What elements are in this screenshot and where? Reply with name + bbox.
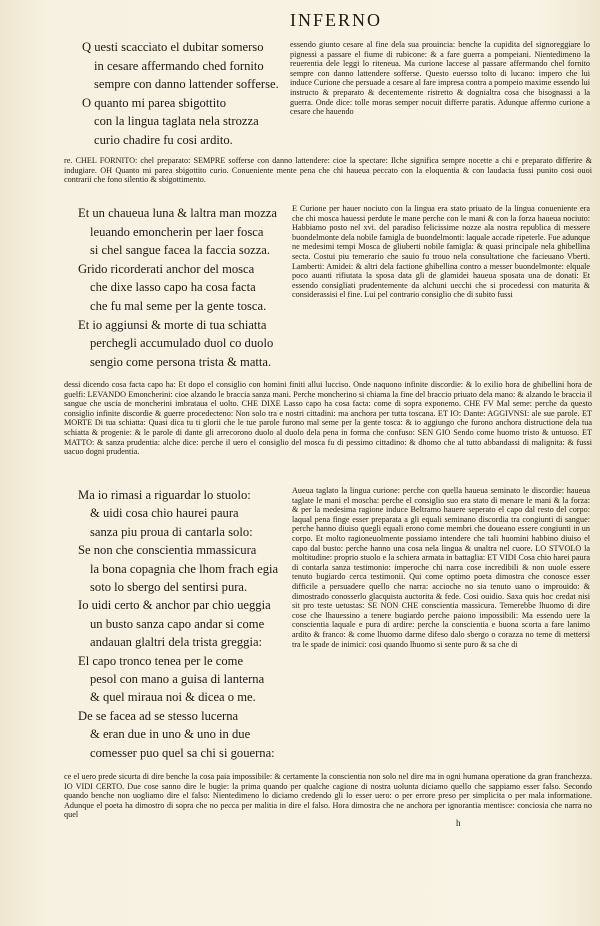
verse-line: sengio come persona trista & matta. — [90, 354, 272, 369]
verse-line: che dixe lasso capo ha cosa facta — [90, 280, 256, 295]
verse-line: un busto sanza capo andar si come — [90, 616, 265, 631]
verse-block-1 — [82, 38, 282, 150]
verse-line: che fu mal seme per la gente tosca. — [90, 298, 267, 313]
verse-line: con la lingua taglata nela strozza — [94, 114, 259, 129]
running-head: INFERNO — [290, 10, 383, 30]
signature-mark: h — [456, 818, 462, 828]
commentary-full-3: ce el uero prede sicurta di dire benche la cosa paia impossibile: & certamente la conscientia non solo nel dire ma in ogni humana operatione da gran franchezza. IO VIDI CERTO. Due cose sanno dire le bugie: la prima quando per qualche cagione di nostra uolunta diciamo quello che sappiamo esser falso. Secondo quando benche non uogliamo dire el falso: Nientedimeno lo diciamo credendo gli lo esser uero: o per errore preso per simplicita o per mala informatione. Adunque el poeta ha dimostro di sopra che no pecca per malitia in dire el falso. Hora dimostra che ne anchora per ignorantia mentisce: conciosia che narra no quel — [64, 772, 592, 820]
verse-line: leuando emoncherin per laer fosca — [90, 224, 264, 239]
verse-line: andauan glaltri dela trista greggia: — [90, 635, 263, 650]
verse-line: in cesare affermando ched fornito — [94, 58, 264, 73]
commentary-full-1: re. CHEL FORNITO: chel preparato: SEMPRE sofferse con danno lattendere: cioe la spectare: Ilche significa sempre nocette a chi e preparato differire & indugiare. OH Quanto mi parea sbigottito curio. Conueniente mente pena che chi haueua peccato con la eloquentia & con laudacia fussi punito cosi ouoi contrarii che fono silentio & sbigottimento. — [64, 156, 592, 185]
verse-line: Grido ricorderati anchor del mosca — [78, 261, 255, 276]
commentary-bottom-right: Aueua taglato la lingua curione: perche con quella haueua seminato le discordie: haueua taglate le mani el moscha: perche el consiglio suo era stato di menare le mani & la forza: & per la medesima ragione induce Beltramo hauere seperato el capo dal resto del corpo: laqual pena finge esser preparata a gli equali seminano discordia tra congiunti di sangue: perche hanno diuiso quegli equali erono come membri che doueano essere congiunti in un corpo. Et molto ragioneuolmente possiamo intendere che tali huomini habbino diuiso el capo dal busto: perche hanno una cosa nela lingua & unaltra nel cuore. LO STVOLO la moltitudine: proprio stuolo e la schiera armata in battaglia: ET VIDI Cosa chio harei paura di contarla sanza testimonio: imperoche chi narra cose incredibili & non uuole essere tenuto bugiardo cerca testimonii. Qui come optimo poeta dimostra che conosce esser difficile a persuadere quello che narra: accioche no sia tenuto uano o improuido: & dimostrado conosserlo glacquista auctorita & fede. Cosi ouidio. Saxa quis hoc credat nisi sit pro teste uetustas: SE NON CHE conscientia massicura. Temerebbe lhuomo di dire cose che lhauessino a tenere bugiardo perche paiono impossibili: Ma essendo uere la conscientia laquale e pura di ardire: perche la conscientia e buona scorta a fare lanimo ardito & franco: & come lhuomo darme difeso dalo sbergo o corazza no teme di mettersi tra le spade de inimici: cosi quando lhuomo si sente puro & sa che di — [292, 486, 590, 649]
verse-line: Q uesti scacciato el dubitar somerso — [82, 40, 264, 54]
verse-line: & uidi cosa chio haurei paura — [90, 506, 239, 521]
commentary-top-right: essendo giunto cesare al fine dela sua prouincia: benche la cupidita del signoreggiare lo pignessi a passare el fiume di rubicone: & a fare guerra a pompeiani. Nientedimeno la reuerentia dele leggi lo riteneua. Ma curione laccese al passare affermando chel fornito sempre con danno lattendere sofferse. Questo euersso tolto di lucano: impero che lui induce Curione che persuade a cesare al fare impresa contra a pompeio maxime essendo lui instructo & preparato & decentemente ristretto & dognialtra cosa che bisognassi a la guerra. Onde dice: tolle moras semper nocuit differre paratis. Adunque affermo curione a cesare che hauendo — [290, 40, 590, 117]
verse-line: & quel miraua noi & dicea o me. — [90, 690, 256, 705]
verse-line: la bona copagnia che lhom frach egia — [90, 561, 279, 576]
verse-block-2 — [78, 204, 278, 371]
verse-line: El capo tronco tenea per le come — [78, 653, 244, 668]
verse-line: soto lo sbergo del sentirsi pura. — [90, 580, 248, 595]
verse-line: Et io aggiunsi & morte di tua schiatta — [78, 317, 267, 332]
verse-line: De se facea ad se stesso lucerna — [78, 708, 239, 723]
verse-block-3 — [78, 486, 278, 762]
verse-line: Se non che conscientia mmassicura — [78, 543, 257, 558]
verse-line: pesol con mano a guisa di lanterna — [90, 672, 265, 687]
commentary-full-2: dessi dicendo cosa facta capo ha: Et dopo el consiglio con homini finiti allui lucciso. Onde naquono infinite discordie: & lo exilio hora de ghibellini hora de guelfi: LEVANDO Emoncherini: cioe alzando le braccia sanza mani. Perche moncherino si chiama la fine del braccio priuato dela mano: & alzando le braccia il sangue che uscia de moncherini imbrataua el uolto. CHE DIXE Lasso capo ha cosa facta: come di sopra exponemo. CHE FV Mal seme: perche da questo consiglio infinite discordie & guerre procedecteno: Non solo tra e nostri cittadini: ma anchora per tutta toscana. ET IO: Dante: AGGIVNSI: ale sue parole. ET MORTE Di tua schiatta: Quasi dica tu ti glorii che le tue parole furono mal seme per la gente tosca: & io aggiungo che furono anchora distructione dela tua schiatta & progenie: & le parole di dante gli arrecorono duolo al duolo dela pena in forma che confuso: SEN GIO Sendo come huomo tristo & untuoso. ET MATTO: & sanza prudentia: alche dice: perche il uero el consiglio del mosca fu di pessimo cittadino: & dhomo che al tutto abbandassi di malignita: & fussi uacuo dogni prudentia. — [64, 380, 592, 457]
verse-line: Et un chaueua luna & laltra man mozza — [78, 206, 277, 220]
verse-line: sanza piu proua di cantarla solo: — [90, 524, 253, 539]
verse-line: comesser puo quel sa chi si gouerna: — [90, 745, 275, 760]
commentary-mid-right: E Curione per hauer nociuto con la lingua era stato priuato de la lingua conueniente era che chi mosca hauessi perdute le mane perche con le mani & con la forza haueua nociuto: Habbiamo posto nel xvi. del paradiso felicissime nozze ala nostra republica di messere buondelmonte dela nobile famigla de buondelmonti: laquale accade ripeterle. Fue adunque ne medesimi tempi Mosca de gliuberti nobile famigla: & quasi principale nela ghibellina secta. Costui piu temerario che sauio fu trouo nela consultatione che facieuano Vberti. Lamberti: Amidei: & altri dela factione ghibellina contro a messer buondelmonte: elquale poco auanti rifiutata la sposa data gli de glamidei haueua sposata una de donati: Et essendo consigliati prudentemente da alchuni uecchi che si procedessi con maturita & considerassisi el fine. Lui pel contrario consiglio che di subito fussi — [292, 204, 590, 300]
verse-line: perchegli accumulado duol co duolo — [90, 336, 274, 351]
verse-line: Ma io rimasi a riguardar lo stuolo: — [78, 488, 251, 502]
verse-line: curio chadire fu cosi ardito. — [94, 132, 233, 147]
verse-line: sempre con danno lattender sofferse. — [94, 77, 279, 92]
verse-line: O quanto mi parea sbigottito — [82, 95, 227, 110]
verse-line: si chel sangue facea la faccia sozza. — [90, 243, 271, 258]
verse-line: Io uidi certo & anchor par chio ueggia — [78, 598, 271, 613]
verse-line: & eran due in uno & uno in due — [90, 727, 251, 742]
